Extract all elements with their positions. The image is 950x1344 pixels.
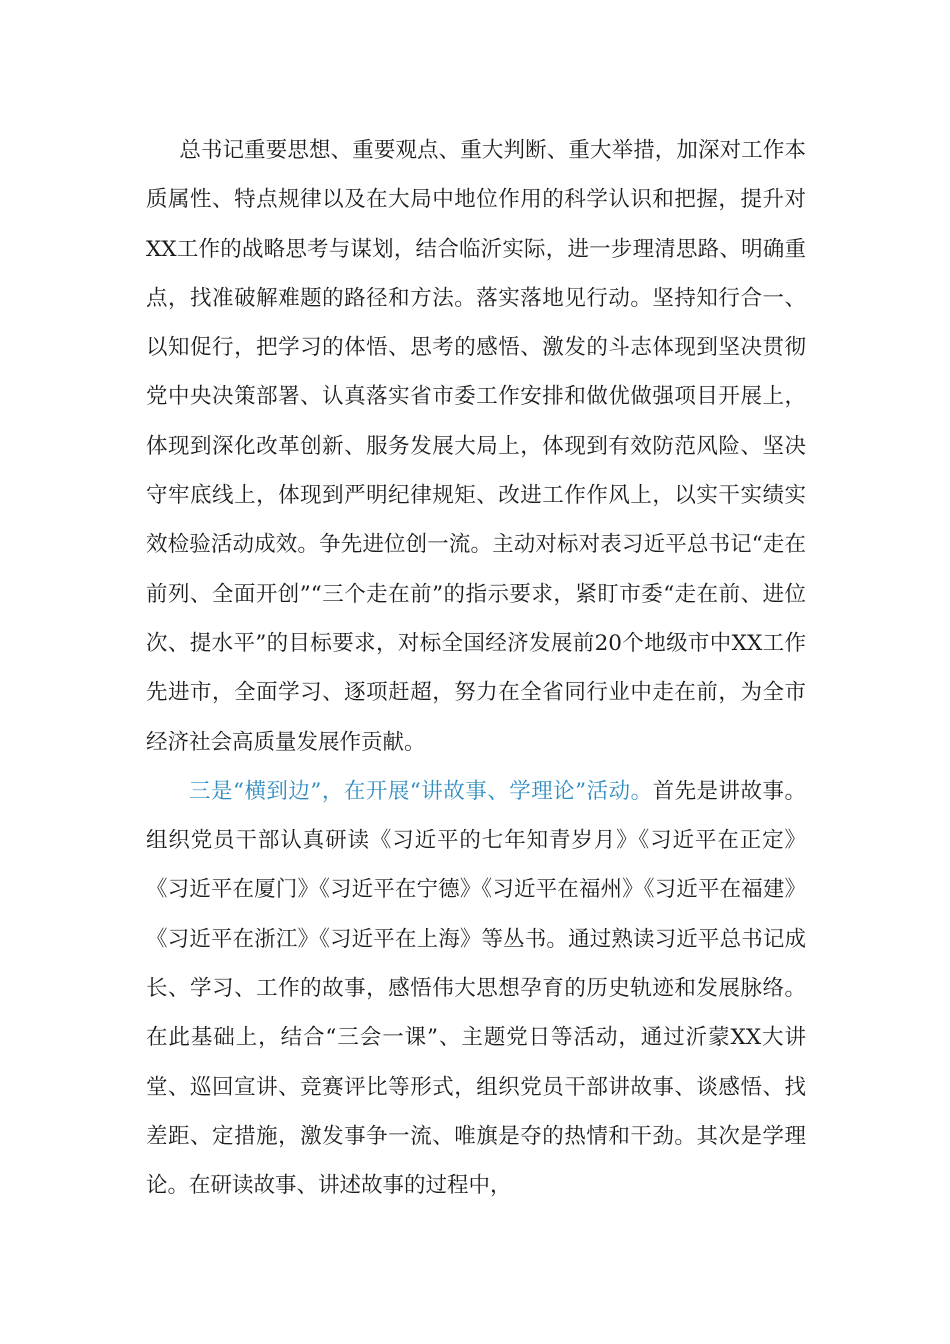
document-page (146, 126, 806, 1211)
paragraph-1 (146, 126, 806, 767)
paragraph-2 (146, 767, 806, 1211)
paragraph-1-text: 总书记重要思想、重要观点、重大判断、重大举措，加深对工作本质属性、特点规律以及在大局中地位作用的科学认识和把握，提升对XX工作的战略思考与谋划，结合临沂实际，进一步理清思路、明确重点，找准破解难题的路径和方法。落实落地见行动。坚持知行合一、以知促行，把学习的体悟、思考的感悟、激发的斗志体现到坚决贯彻党中央决策部署、认真落实省市委工作安排和做优做强项目开展上，体现到深化改革创新、服务发展大局上，体现到有效防范风险、坚决守牢底线上，体现到严明纪律规矩、改进工作作风上，以实干实绩实效检验活动成效。争先进位创一流。主动对标对表习近平总书记“走在前列、全面开创”“三个走在前”的指示要求，紧盯市委“走在前、进位次、提水平”的目标要求，对标全国经济发展前20个地级市中XX工作先进市，全面学习、逐项赶超，努力在全省同行业中走在前，为全市经济社会高质量发展作贡献。 (146, 138, 807, 755)
section-heading: 三是“横到边”，在开展“讲故事、学理论”活动。 (189, 778, 653, 804)
paragraph-2-text: 首先是讲故事。组织党员干部认真研读《习近平的七年知青岁月》《习近平在正定》《习近平在厦门》《习近平在宁德》《习近平在福州》《习近平在福建》《习近平在浙江》《习近平在上海》等丛书。通过熟读习近平总书记成长、学习、工作的故事，感悟伟大思想孕育的历史轨迹和发展脉络。在此基础上，结合“三会一课”、主题党日等活动，通过沂蒙XX大讲堂、巡回宣讲、竞赛评比等形式，组织党员干部讲故事、谈感悟、找差距、定措施，激发事争一流、唯旗是夺的热情和干劲。其次是学理论。在研读故事、讲述故事的过程中， (146, 778, 806, 1199)
